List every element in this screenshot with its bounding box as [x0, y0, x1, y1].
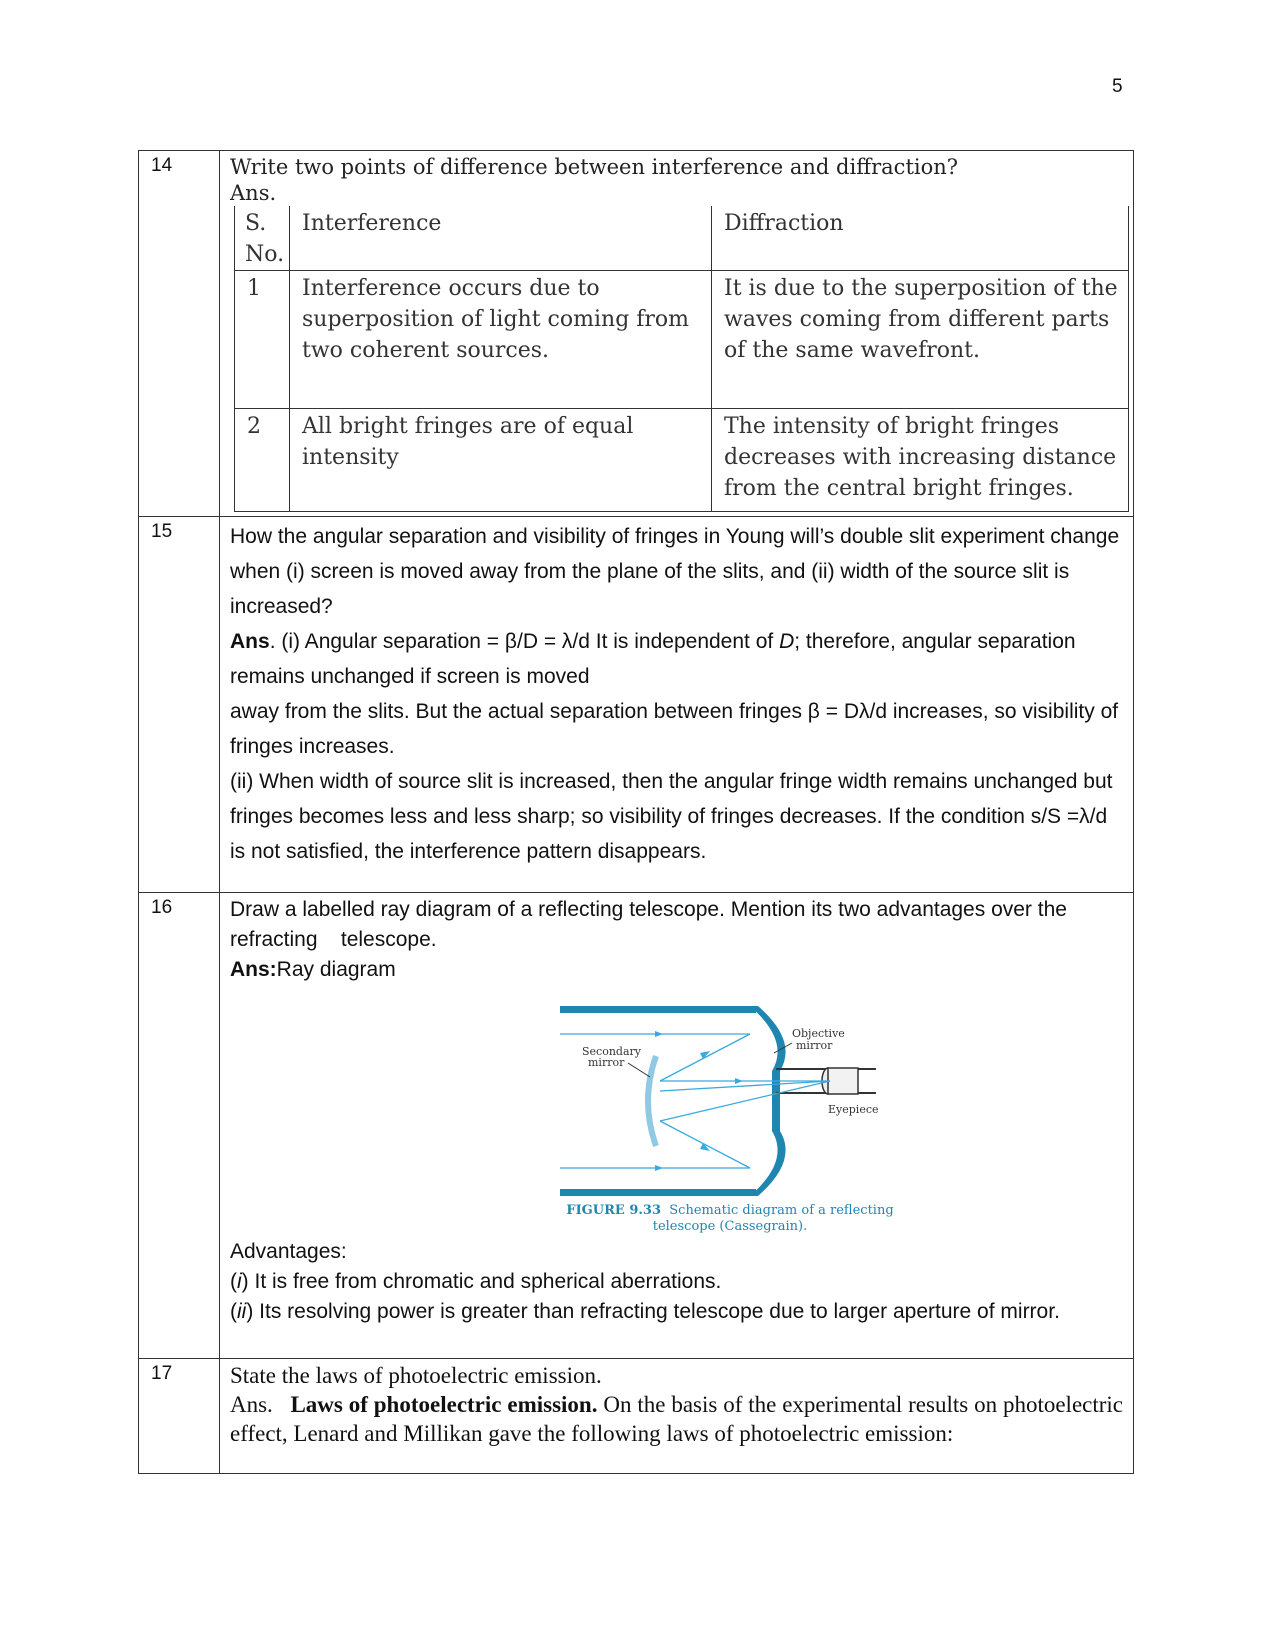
answer-part-1b: ; therefore, angular separation remains unchanged if screen is moved: [230, 630, 1076, 688]
answer-label: Ans:: [230, 958, 277, 981]
advantages-title: Advantages:: [230, 1240, 347, 1263]
advantage-2: (ii) Its resolving power is greater than refracting telescope due to larger aperture of mirror.: [230, 1300, 1060, 1323]
table-row: [235, 271, 1129, 409]
ray-arrows: [655, 1031, 743, 1171]
question-text: State the laws of photoelectric emission.: [230, 1363, 602, 1388]
row-interference: All bright fringes are of equal intensity: [290, 409, 712, 512]
answer-label: Ans.: [230, 1392, 273, 1417]
answer-part-3: (ii) When width of source slit is increased, then the angular fringe width remains unchanged but fringes becomes less and less sharp; so visibility of fringes decreases. If the condition s/S =λ/d is not satisfied, the interference pattern disappears.: [230, 770, 1113, 863]
advantage-1: (i) It is free from chromatic and spherical aberrations.: [230, 1270, 722, 1293]
answer-text: [230, 624, 1123, 694]
row-diffraction: The intensity of bright fringes decreases with increasing distance from the central bright fringes.: [712, 409, 1129, 512]
row-sno: 1: [235, 271, 290, 409]
difference-table: [234, 206, 1129, 512]
answer-text: [230, 1390, 1123, 1448]
question-text: Draw a labelled ray diagram of a reflecting telescope. Mention its two advantages over the refracting telescope.: [230, 898, 1073, 951]
question-row-15: [139, 517, 1134, 893]
caption-text-1: Schematic diagram of a reflecting: [669, 1203, 894, 1218]
label-secondary-1: Secondary: [582, 1045, 641, 1058]
header-interference: Interference: [290, 206, 712, 271]
objective-mirror: [750, 1006, 786, 1196]
answer-part-2: away from the slits. But the actual separation between fringes β = Dλ/d increases, so visibility of fringes increases.: [230, 700, 1119, 758]
caption-text-2: telescope (Cassegrain).: [652, 1219, 808, 1234]
answer-text: [230, 955, 1123, 985]
question-body: [220, 151, 1134, 517]
answer-label: Ans.: [230, 181, 277, 205]
caption-number: FIGURE 9.33: [566, 1203, 661, 1218]
label-secondary-2: mirror: [588, 1056, 625, 1069]
page-number: 5: [1112, 76, 1123, 97]
question-number: 15: [139, 517, 220, 893]
question-number: 17: [139, 1359, 220, 1474]
label-eyepiece: Eyepiece: [828, 1103, 879, 1116]
question-text: How the angular separation and visibility of fringes in Young will’s double slit experiment change when (i) screen is moved away from the plane of the slits, and (ii) width of the source slit is increased?: [230, 525, 1120, 618]
answer-part-1a: . (i) Angular separation = β/D = λ/d It is independent of: [269, 630, 780, 653]
question-number: 16: [139, 893, 220, 1359]
row-interference: Interference occurs due to superposition of light coming from two coherent sources.: [290, 271, 712, 409]
row-sno: 2: [235, 409, 290, 512]
secondary-pointer: [628, 1063, 650, 1077]
question-row-17: [139, 1359, 1134, 1474]
question-row-16: [139, 893, 1134, 1359]
row-diffraction: It is due to the superposition of the waves coming from different parts of the same wavefront.: [712, 271, 1129, 409]
answer-body: On the basis of the experimental results on photoelectric effect, Lenard and Millikan gave the following laws of photoelectric emission:: [230, 1392, 1124, 1446]
question-table: [138, 150, 1134, 1474]
tube-top-wall: [560, 1006, 756, 1013]
question-body: [220, 1359, 1134, 1474]
question-text: Write two points of difference between interference and diffraction?: [230, 155, 959, 179]
advantage-1-num: i: [237, 1270, 242, 1293]
telescope-figure: [560, 1001, 900, 1235]
difference-table-header: [235, 206, 1129, 271]
eyepiece-body: [828, 1068, 858, 1094]
answer-body: Ray diagram: [276, 958, 396, 981]
answer-heading: Laws of photoelectric emission.: [290, 1392, 598, 1417]
question-row-14: [139, 151, 1134, 517]
secondary-mirror: [648, 1056, 656, 1146]
label-objective-2: mirror: [796, 1039, 833, 1052]
label-objective-1: Objective: [792, 1027, 845, 1040]
tube-bottom-wall: [560, 1189, 756, 1196]
question-body: [220, 517, 1134, 893]
question-body: [220, 893, 1134, 1359]
advantage-1-text: ) It is free from chromatic and spherical aberrations.: [241, 1270, 722, 1293]
question-number: 14: [139, 151, 220, 517]
header-diffraction: Diffraction: [712, 206, 1129, 271]
answer-label: Ans: [230, 630, 270, 653]
figure-caption: [560, 1203, 900, 1235]
table-row: [235, 409, 1129, 512]
advantage-2-text: ) Its resolving power is greater than refracting telescope due to larger aperture of mirror.: [246, 1300, 1060, 1323]
answer-d-symbol: D: [779, 630, 795, 653]
advantage-2-num: ii: [237, 1300, 247, 1323]
telescope-diagram: [560, 1001, 900, 1201]
header-sno: S. No.: [235, 206, 290, 271]
